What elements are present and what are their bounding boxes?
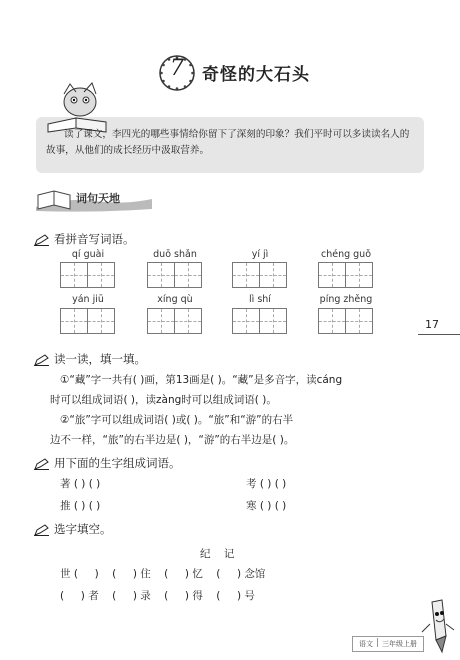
pencil-icon <box>34 234 50 246</box>
footer-label <box>352 636 424 652</box>
lesson-title: 奇怪的大石头 <box>202 65 310 85</box>
q2-line[interactable]: ②“旅”字可以组成词语( )或( )。“旅”和“游”的右半 <box>60 414 294 426</box>
pencil-icon <box>34 524 50 536</box>
pinyin-label: qí guài <box>71 249 105 260</box>
writing-grid[interactable] <box>318 308 373 334</box>
section-title: 词句天地 <box>76 192 120 205</box>
q4-line[interactable]: 世 ( ) ( ) 住 ( ) 忆 ( ) 念馆 <box>60 568 266 580</box>
q4-title: 选字填空。 <box>54 522 112 536</box>
q3-item[interactable]: 考 ( ) ( ) <box>246 478 287 490</box>
q2-title: 读一读，填一填。 <box>54 352 146 366</box>
q4-line[interactable]: ( ) 者 ( ) 录 ( ) 得 ( ) 号 <box>60 590 255 602</box>
q3-item[interactable]: 推 ( ) ( ) <box>60 500 101 512</box>
writing-grid[interactable] <box>60 262 115 288</box>
q4-options: 纪 记 <box>200 548 235 560</box>
pinyin-label: yí jì <box>251 249 269 260</box>
pencil-icon <box>34 354 50 366</box>
writing-grid[interactable] <box>318 262 373 288</box>
page-number: 17 <box>425 318 439 331</box>
pinyin-label: chéng guǒ <box>320 249 372 260</box>
pinyin-label: yán jiū <box>72 294 104 305</box>
q2-line[interactable]: 边不一样，“旅”的右半边是( )，“游”的右半边是( )。 <box>50 434 295 446</box>
q1-title: 看拼音写词语。 <box>54 232 135 246</box>
q2-line[interactable]: 时可以组成词语( )，读zàng时可以组成词语( )。 <box>50 394 277 406</box>
q2-line[interactable]: ①“藏”字一共有( )画，第13画是( )。“藏”是多音字，读cáng <box>60 374 343 386</box>
writing-grid[interactable] <box>147 262 202 288</box>
pinyin-label: lì shí <box>249 294 271 305</box>
pinyin-label: duō shǎn <box>153 249 197 260</box>
writing-grid[interactable] <box>147 308 202 334</box>
lesson-number: 7 <box>170 56 184 81</box>
mascot-reading-icon <box>40 80 120 134</box>
q3-item[interactable]: 著 ( ) ( ) <box>60 478 101 490</box>
q3-title: 用下面的生字组成词语。 <box>54 456 181 470</box>
footer-grade: 三年级上册 <box>382 640 417 648</box>
pinyin-label: píng zhěng <box>319 294 373 305</box>
pencil-icon <box>34 458 50 470</box>
writing-grid[interactable] <box>60 308 115 334</box>
footer-subject: 语文 <box>359 640 373 648</box>
q3-item[interactable]: 寒 ( ) ( ) <box>246 500 287 512</box>
pen-mascot-icon <box>418 596 456 656</box>
page-number-rule <box>418 334 460 335</box>
intro-text: 读了课文，李四光的哪些事情给你留下了深刻的印象？我们平时可以多读读名人的故事，从他们的成长经历中汲取营养。 <box>46 129 410 156</box>
writing-grid[interactable] <box>232 262 287 288</box>
pinyin-label: xíng qù <box>157 294 193 305</box>
writing-grid[interactable] <box>232 308 287 334</box>
